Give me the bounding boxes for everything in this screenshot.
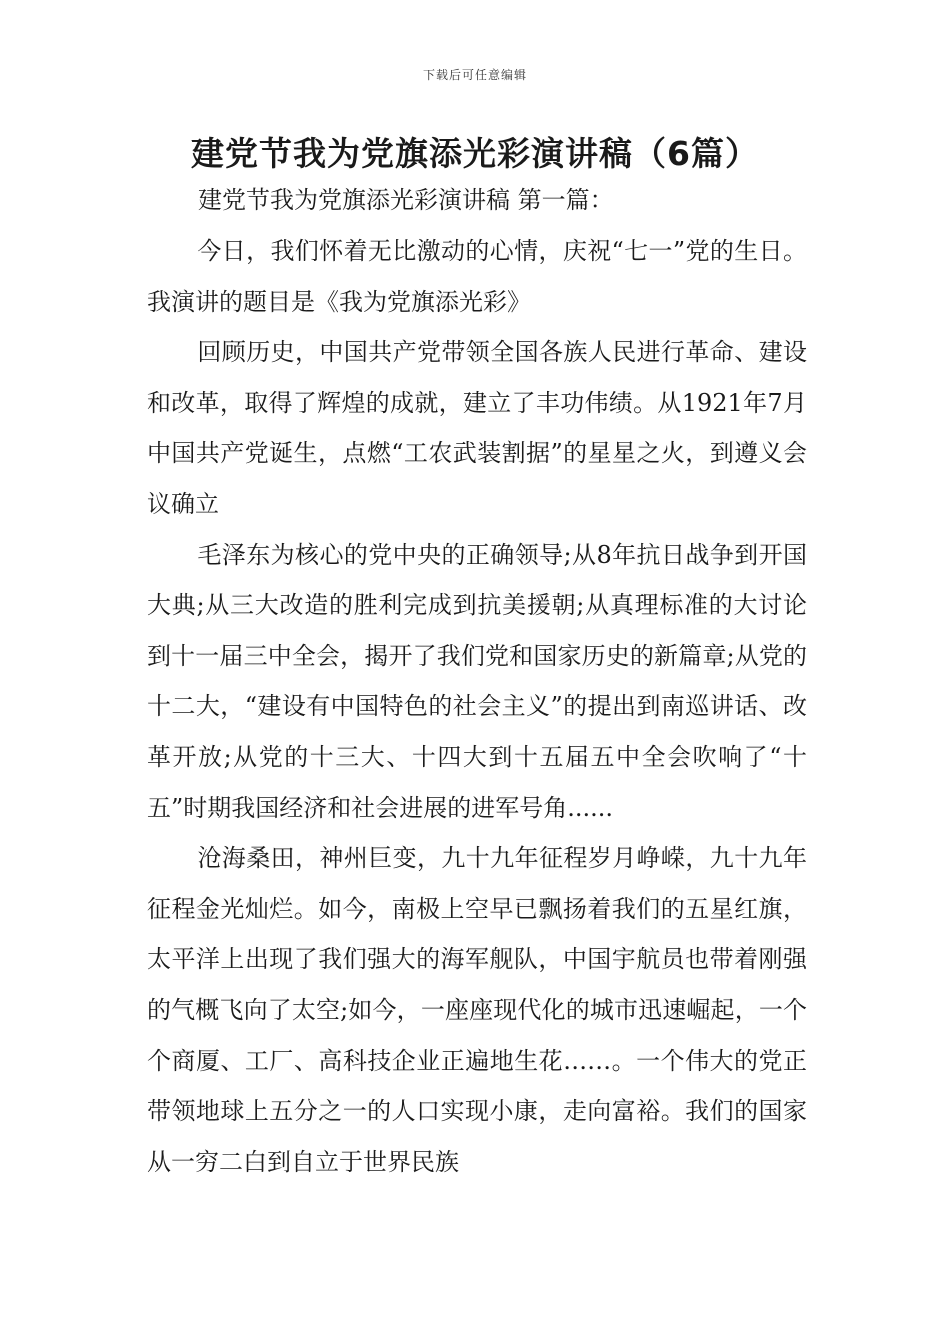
paragraph: 今日，我们怀着无比激动的心情，庆祝“七一”党的生日。我演讲的题目是《我为党旗添光彩》 (147, 237, 807, 316)
paragraph: 毛泽东为核心的党中央的正确领导;从8年抗日战争到开国大典;从三大改造的胜利完成到抗美援朝;从真理标准的大讨论到十一届三中全会，揭开了我们党和国家历史的新篇章;从党的十二大，“建设有中国特色的社会主义”的提出到南巡讲话、改革开放;从党的十三大、十四大到十五届五中全会吹响了“十五”时期我国经济和社会进展的进军号角...... (147, 540, 807, 822)
paragraph: 回顾历史，中国共产党带领全国各族人民进行革命、建设和改革，取得了辉煌的成就，建立了丰功伟绩。从1921年7月中国共产党诞生，点燃“工农武装割据”的星星之火，到遵义会议确立 (147, 338, 807, 518)
body-text (147, 226, 807, 1187)
paragraph: 沧海桑田，神州巨变，九十九年征程岁月峥嵘，九十九年征程金光灿烂。如今，南极上空早已飘扬着我们的五星红旗，太平洋上出现了我们强大的海军舰队，中国宇航员也带着刚强的气概飞向了太空;如今，一座座现代化的城市迅速崛起，一个个商厦、工厂、高科技企业正遍地生花……。一个伟大的党正带领地球上五分之一的人口实现小康，走向富裕。我们的国家从一穷二白到自立于世界民族 (147, 844, 807, 1176)
header-note: 下载后可任意编辑 (422, 68, 527, 82)
section-subtitle: 建党节我为党旗添光彩演讲稿 第一篇： (198, 186, 614, 214)
document-title: 建党节我为党旗添光彩演讲稿（6篇） (191, 134, 759, 173)
